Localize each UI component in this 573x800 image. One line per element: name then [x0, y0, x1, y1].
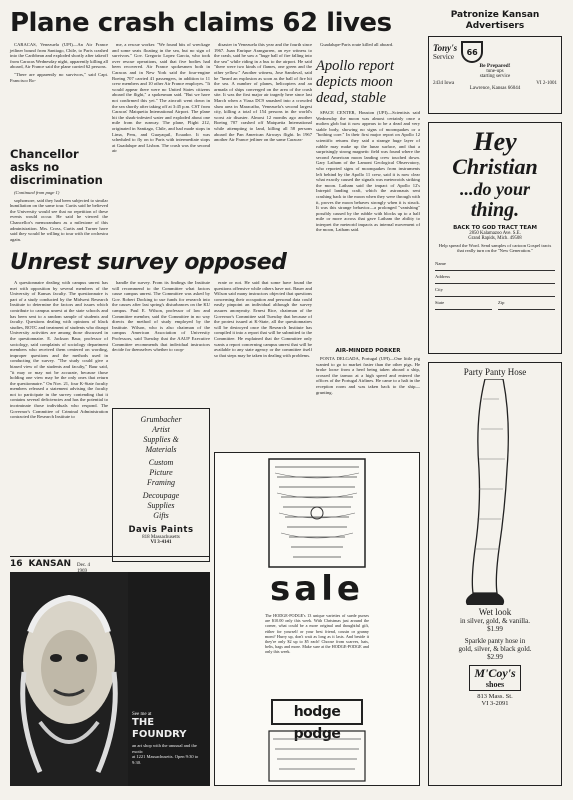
unrest-c3: erate or not. He said that some have found the questions offensive while others have not. Bauer and Wilson said many instructors objected that questions concerning their occupation and personal data could easily pinpoint an individual although the survey assures anonymity. Ernest Rice, chairman of the Governor's Committee said Tuesday that because of the protest issued at K-State, all the questionnaires will be destroyed once the Research Institute has compiled it into a report that will be submitted to the Committee. He explained that the Committee only wants a report concerning campus unrest that will be available to any state agency or the committee itself so that steps may be taken in dealing with problems. [214, 280, 312, 358]
pantyhose-wet-price: $1.99 [487, 625, 503, 633]
pantyhose-wet-desc: in silver, gold, & vanilla. [460, 617, 530, 625]
crash-col-1 [10, 42, 108, 85]
davis-paints-ad [112, 408, 210, 562]
davis-line: Materials [145, 445, 177, 454]
crash-col-2 [112, 42, 210, 250]
folio-paper-name: KANSAN [28, 559, 71, 569]
christian-form-zip[interactable]: Zip [498, 297, 555, 310]
chancellor-cont: (Continued from page 1) [14, 190, 60, 195]
pantyhose-sparkle-price: $2.99 [487, 653, 503, 661]
christian-form-city[interactable]: City [435, 284, 555, 297]
sale-bottom-ornament [215, 729, 419, 785]
christian-form-state[interactable]: State [435, 297, 492, 310]
davis-line: Artist [152, 425, 170, 434]
christian-addr1: 2850 Kalamazoo Ave. S.E. [469, 231, 521, 236]
hey-christian-ad [428, 122, 562, 354]
unrest-col-3 [214, 280, 312, 450]
crash-c3: disaster in Venezuela this year and the fourth since 1967. Juan Enrique Arangurren, an eye witness to the crash, said he saw a "huge ball of fire falling into the sea" while riding in a bus to the airport. He said "there were two kinds of flames, one green and the other yellow." Another witness, Jose Sandoval, said he "heard an explosion as soon as the ball of fire hit the sea. A number of planes, helicopters and an armada of ships converged on the area of the crash site. It was the first major air tragedy here since last March when a Viasa DC9 smashed into a crowded slum area in Maracaibo, Venezuela's second largest city, killing a total of 154 persons in the world's worst air disaster. Almost 12 months ago another Boeing 707 crashed off Maiquetia International while attempting to land, killing all 58 persons aboard the Pan American Airways flight. In 1967 another Air France jetliner on the same Caracas- [214, 42, 312, 143]
chancellor-headline: Chancellor asks no discrimination [10, 147, 103, 187]
apollo-story [316, 58, 420, 350]
davis-address: 818 Massachusetts [142, 535, 180, 540]
pantyhose-sparkle: Sparkle panty hose in [464, 637, 526, 645]
mccoys-phone: VI 3-2091 [481, 700, 509, 707]
mccoys-logo [469, 665, 520, 691]
sale-illustration [215, 453, 419, 573]
davis-name: Davis Paints [128, 525, 194, 535]
crash-c2: me, a rescue worker. "We found bits of wreckage and some seats floating in the sea, but no sign of survivors." Gov. Gregorio Lopez Garcia, who took over rescue operations, said that five bodies had been recovered. Air France spokesmen both in Caracas and in New York said the four-engine Boeing 707 carried 41 passengers, in addition to 11 crew members and 10 other Air France employes. "It would appear there were no United States citizens aboard the flight," a spokesman said. "But we have not confirmed this yet." The aircraft went down in the sea shortly after taking off at 3:45 p.m. CST from Caracas' Maiquetia International Airport. The plane hit the shark-infested water and exploded about one mile from the runway. The plane, Flight 212, originated in Santiago, Chile, and had made stops in Lima, Peru, and Guayaquil, Ecuador. It was scheduled to fly on to Paris with intermediate stops at Guadalupe and Lisbon. The crash was the second air [112, 42, 210, 154]
unrest-col-1 [10, 280, 108, 550]
unrest-c2: handle the survey. From its findings the Institute will recommend to the Committee what factors cause campus unrest. The Committee was asked by Gov. Robert Docking to use funds for research into the causes after last spring's disturbances on the KU campus. Paul E. Wilson, professor of law and Committee member, said the Committee in no way directs the method of study employed by the Institute. Wilson, who is also chairman of the campus American Association of University Professors, said Tuesday that the AAUP Executive Committee recommends that individual instructors decide for themselves whether to coop- [112, 280, 210, 353]
headline-plane-crash: Plane crash claims 62 lives [10, 8, 392, 38]
foundry-see-me: See me at [132, 712, 152, 717]
davis-line: Supplies & [143, 435, 179, 444]
folio-page-number: 16 [10, 559, 23, 569]
pantyhose-title: Party Panty Hose [463, 367, 527, 377]
christian-hey: Hey [473, 127, 517, 156]
christian-cta: BACK TO GOD TRACT TEAM [453, 225, 537, 231]
davis-line: Supplies [147, 501, 175, 510]
foundry-tagline: an art shop with the unusual and the exotic [132, 743, 197, 754]
tonys-phone: VI 2-1001 [536, 81, 557, 86]
davis-line: Decoupage [142, 491, 180, 500]
tonys-service: Service [433, 53, 454, 61]
foundry-address: at 1221 Massachusetts. Open 9:30 to 9:30. [132, 754, 199, 765]
folio-date: Dec. 4 [76, 563, 91, 568]
tonys-line3: starting service [479, 74, 511, 79]
crash-c4: Guadalupe-Paris route killed all aboard. [320, 42, 394, 47]
tonys-name: Tony's [433, 43, 458, 53]
headline-unrest: Unrest survey opposed [10, 250, 287, 275]
davis-phone: VI 3-4141 [150, 540, 172, 545]
pantyhose-wet: Wet look [478, 607, 512, 617]
foundry-name: THE FOUNDRY [132, 717, 187, 740]
porker-headline: AIR-MINDED PORKER [335, 348, 401, 354]
christian-form-name[interactable]: Name [435, 258, 555, 271]
apollo-headline: Apollo report depicts moon dead, stable [316, 58, 395, 106]
porker-text: PONTA DELGADA, Portugal (UPI)—One little pig wanted to go to market faster than the other pigs. He broke loose from a herd being taken aboard a ship, crossed the tarmac at a high speed and entered the offices of the Portugal Airlines. He came to a halt in the reception room and was taken back to the ship—grunting. [316, 356, 420, 395]
unrest-col-2 [112, 280, 210, 402]
davis-line: Custom [148, 458, 174, 467]
sale-title: sale [270, 569, 364, 609]
christian-addr2: Grand Rapids, Mich. 49508 [468, 236, 522, 241]
tonys-line2: tune-ups [486, 69, 504, 74]
phillips-66-logo [461, 41, 483, 63]
sale-brand: hodge podge [271, 699, 363, 725]
tonys-line1: Be Prepared! [479, 63, 511, 69]
foundry-portrait-illustration [10, 572, 128, 786]
tonys-city: Lawrence, Kansas 66044 [469, 86, 521, 91]
apollo-text: SPACE CENTER, Houston (UPI)—Scientists said Wednesday the moon was almost certainly once a molten glob but it now appears to be a dead and very stable body, showing no signs of moonquakes or a "bothing core." In their first major report on Apollo 12 scientific returns they said a strange huge layer of rubble may make up the lunar surface, and that a surprisingly strong magnetic field was found where the second American moon landing crew touched down. Gary Latham of the Lamont Geological Observatory, who reported signs of moonquakes from instruments left behind by the Apollo 11 crew, said it is now clear what exactly caused the signals was meteoroids striking the moon. Latham said the impact of Apollo 12's Intrepid landing craft, which the astronauts sent crashing back to the moon when they were through with it, proves the moon behaves strongly when it is struck. It was this strange behavior—a prolonged "vanishing" possibly caused by the rubble with blocks up to a half mile or more across that gave Latham the ability to interpret the meteorid impacts as internal movement of the moon, Latham said. [316, 110, 420, 233]
davis-line: Gifts [153, 511, 169, 520]
mccoys-panty-hose-ad [428, 362, 562, 786]
mccoys-shoes: shoes [485, 680, 505, 689]
tonys-service-ad [428, 36, 562, 114]
christian-do: ...do your [459, 179, 530, 199]
logo-66: 66 [466, 47, 478, 57]
davis-line: Grumbacher [140, 415, 182, 424]
davis-line: Framing [147, 478, 175, 487]
crash-p2: "There are apparently no survivors," said Capt. Francisco Ro- [10, 71, 108, 83]
chancellor-text: sophomore, said they had been subjected to similar humiliation on the same tour. Curtis said he believed the University would see that no repetition of these events would occur. He said he viewed the Chancellor's memorandum as a milestone of this administration. Mrs. Cross, Curtis and Turner have said they would be willing to tour with the orchestra again. [10, 197, 108, 242]
mccoys-name: M'Coy's [474, 666, 516, 680]
mccoys-address: 813 Mass. St. [477, 693, 513, 700]
crash-col-3 [214, 42, 312, 250]
foundry-ad [10, 572, 210, 786]
hodge-podge-sale-ad [214, 452, 420, 786]
leg-illustration [433, 379, 557, 607]
unrest-c1: A questionnaire dealing with campus unrest has met with opposition by several members of the University of Kansas faculty. The questionnaire is part of a study conducted by the Midwest Research Institute to determine the factors and issues which contribute to campus unrest at the state schools and has been sent to a random sample of students and faculty. Questions dealing with opinions of black studies, ROTC and treatment of students who disrupt University activities are among those discussed in the questionnaire. E. Jackson Baur, professor of sociology, said complaints of sociology department members who received them centered on wording, improper questions and the methods used in conducting the survey. "The study could give a biased view of the students and faculty," Baur said, "it may or may not be accurate, because those holding one view may be the only ones that return the questionnaire." On Nov. 21, four K-State faculty members released a statement advising the faculty not to participate in the survey contending that it contains several deficiencies and has the potential to incriminate those individuals who respond. The Governor's Committee of Criminal Administration contracted the Research Institute to [10, 280, 108, 420]
christian-body: Help spread the Word. Send samples of cartoon Gospel tracts that really turn on the "New Generation." [438, 243, 552, 254]
sale-text: The HODGE-PODGE's 13 unique varieties of suede purses are $10.00 only this week. With Christmas just around the corner, what could be a more original and thoughtful gift, either for yourself or your best friend, cousin or granny mom? Hurry up, don't wait as long as it lasts. And beside it they're only $2 up to $5 each! Choose from scarves, hats, belts, bags and more. Make sure at the HODGE-PODGE and only this week. [265, 613, 369, 655]
christian-form-address[interactable]: Address [435, 271, 555, 284]
christian-christian: Christian [452, 154, 538, 179]
davis-line: Picture [149, 468, 173, 477]
porker-story [316, 348, 420, 442]
christian-thing: thing. [470, 199, 520, 221]
tonys-address: 2434 Iowa [433, 81, 455, 86]
patronize-header: Patronize Kansan Advertisers [450, 10, 540, 31]
crash-p1: CARACAS, Venezuela (UPI)—An Air France jetliner bound from Santiago, Chile, to Paris crashed into the Caribbean and exploded shortly after takeoff from Caracas Wednesday night, apparently killing all aboard, Air France said the plane carried 62 persons. [10, 42, 108, 70]
pantyhose-sparkle-desc: gold, silver, & black gold. [458, 645, 532, 653]
crash-col-4 [316, 42, 420, 50]
